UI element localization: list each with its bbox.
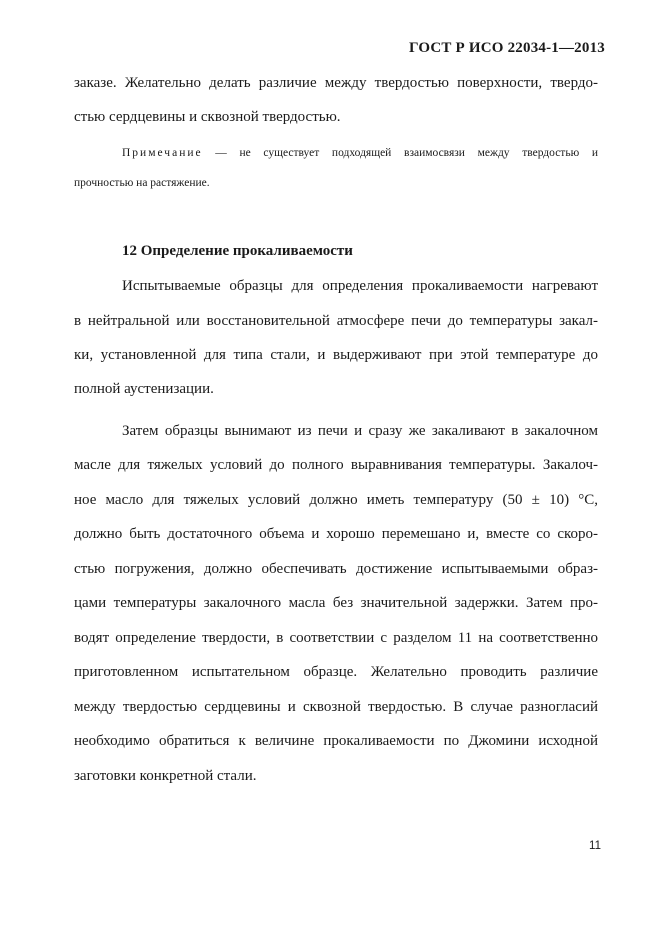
p2-line-6: цами температуры закалочного масла без значительной задержки. Затем про- xyxy=(74,595,598,611)
note-label: Примечание xyxy=(122,147,203,159)
intro-line-2: стью сердцевины и сквозной твердостью. xyxy=(74,109,341,125)
p2-line-1: Затем образцы вынимают из печи и сразу же закаливают в закалочном xyxy=(122,423,598,439)
section-heading: 12 Определение прокаливаемости xyxy=(122,243,353,259)
p2-line-5: стью погружения, должно обеспечивать достижение испытываемыми образ- xyxy=(74,561,598,577)
p2-line-9: между твердостью сердцевины и сквозной твердостью. В случае разногласий xyxy=(74,699,598,715)
p2-line-2: масле для тяжелых условий до полного выравнивания температуры. Закалоч- xyxy=(74,457,598,473)
p1-line-1: Испытываемые образцы для определения прокаливаемости нагревают xyxy=(122,278,598,294)
note-line-2: прочностью на растяжение. xyxy=(74,177,210,189)
p1-line-2: в нейтральной или восстановительной атмосфере печи до температуры закал- xyxy=(74,313,598,329)
p2-line-3: ное масло для тяжелых условий должно иметь температуру (50 ± 10) °С, xyxy=(74,492,598,508)
page-number: 11 xyxy=(589,840,601,852)
document-code-header: ГОСТ Р ИСО 22034-1—2013 xyxy=(408,40,605,56)
p1-line-4: полной аустенизации. xyxy=(74,381,214,397)
p2-line-10: необходимо обратиться к величине прокаливаемости по Джомини исходной xyxy=(74,733,598,749)
intro-line-1: заказе. Желательно делать различие между твердостью поверхности, твердо- xyxy=(74,75,598,91)
note-line-1 xyxy=(122,145,598,161)
p1-line-3: ки, установленной для типа стали, и выдерживают при этой температуре до xyxy=(74,347,598,363)
p2-line-7: водят определение твердости, в соответствии с разделом 11 на соответственно xyxy=(74,630,598,646)
p2-line-8: приготовленном испытательном образце. Желательно проводить различие xyxy=(74,664,598,680)
p2-line-11: заготовки конкретной стали. xyxy=(74,768,257,784)
note-text-1: — не существует подходящей взаимосвязи между твердостью и xyxy=(202,147,598,159)
p2-line-4: должно быть достаточного объема и хорошо перемешано и, вместе со скоро- xyxy=(74,526,598,542)
